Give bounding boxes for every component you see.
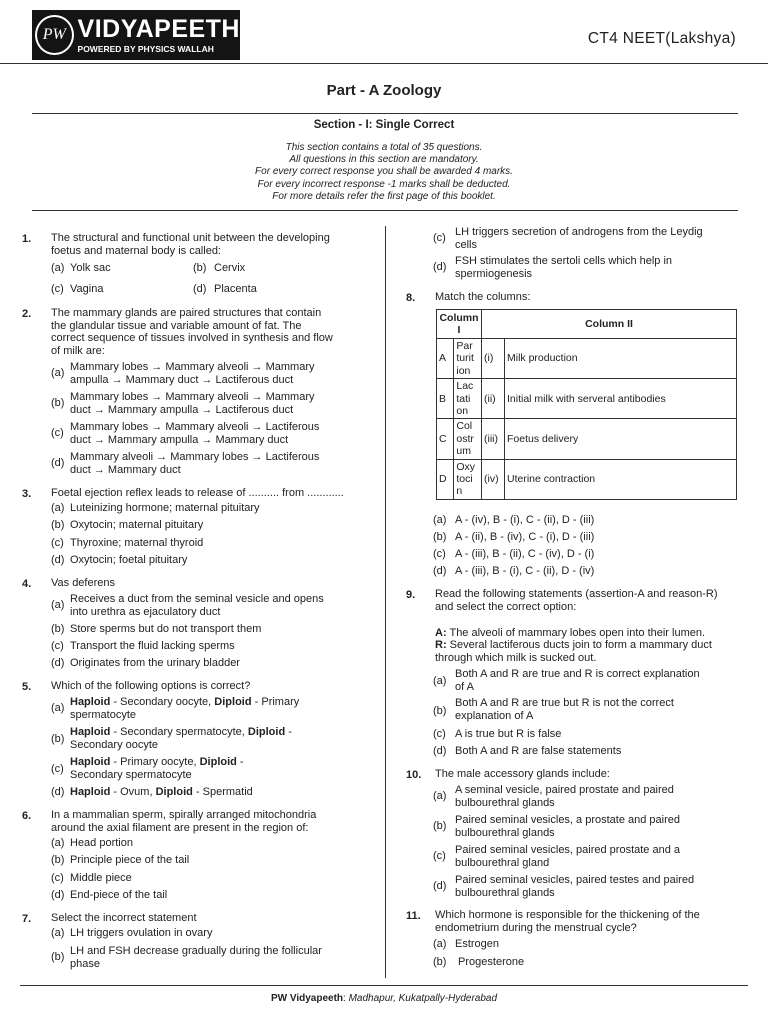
option-text[interactable]: End-piece of the tail xyxy=(70,889,168,901)
option-text[interactable]: Oxytocin; maternal pituitary xyxy=(70,519,204,531)
question-text: Vas deferens xyxy=(51,577,116,589)
option-line: duct → Mammary ampulla → Lactiferous duct xyxy=(70,403,294,416)
question-number: 10. xyxy=(406,769,422,781)
option-label[interactable]: (d) xyxy=(433,565,447,577)
option-text[interactable]: Vagina xyxy=(70,283,104,295)
part-title: Part - A Zoology xyxy=(326,82,442,99)
bold-term: Diploid xyxy=(155,786,193,798)
option-span: - xyxy=(236,756,244,768)
table-header-row xyxy=(437,310,737,339)
instruction-line: For every incorrect response -1 marks shall be deducted. xyxy=(257,178,511,190)
bold-term: Haploid xyxy=(70,726,111,738)
option-text[interactable] xyxy=(455,814,680,839)
option-label[interactable]: (a) xyxy=(51,502,65,514)
option-text[interactable]: A - (iii), B - (i), C - (ii), D - (iv) xyxy=(455,565,595,577)
option-label[interactable]: (b) xyxy=(51,854,65,866)
option-text[interactable]: Placenta xyxy=(214,283,257,295)
option-text[interactable] xyxy=(70,786,253,799)
option-label[interactable]: (d) xyxy=(51,786,65,798)
question-text: Foetal ejection reflex leads to release of .......... from ............ xyxy=(51,487,344,499)
column-i-header xyxy=(437,310,482,339)
option-line: LH and FSH decrease gradually during the follicular xyxy=(70,945,322,957)
cell-line: Oxy xyxy=(456,460,476,473)
option-text[interactable]: Yolk sac xyxy=(70,262,111,274)
option-line: A seminal vesicle, paired prostate and paired xyxy=(455,784,674,796)
header-rule xyxy=(0,63,768,64)
bold-term: Haploid xyxy=(70,756,111,768)
roman-numeral: (iv) xyxy=(482,459,505,499)
instruction-line: This section contains a total of 35 questions. xyxy=(285,142,483,153)
option-text[interactable] xyxy=(70,756,244,781)
option-span: - Ovum, xyxy=(110,786,156,798)
option-span: - Primary xyxy=(251,696,300,708)
cell-line: toci xyxy=(456,473,473,486)
option-label[interactable]: (c) xyxy=(51,537,64,549)
cell-line: tati xyxy=(456,392,471,405)
column-i-cell xyxy=(454,379,482,419)
option-label[interactable]: (c) xyxy=(433,728,446,740)
cell-line: ostr xyxy=(456,432,474,445)
column-ii-header: Column II xyxy=(482,310,737,339)
question-number: 1. xyxy=(22,233,32,245)
option-span: - Secondary oocyte, xyxy=(110,696,215,708)
pw-logo-icon: PW xyxy=(35,15,74,55)
option-label[interactable]: (b) xyxy=(433,705,447,717)
question-line: In a mammalian sperm, spirally arranged mitochondria xyxy=(51,809,317,821)
column-ii-cell: Milk production xyxy=(505,339,737,379)
option-line: Paired seminal vesicles, paired prostate and a xyxy=(455,844,681,856)
option-line: spermatocyte xyxy=(70,708,137,721)
option-line: Secondary oocyte xyxy=(70,738,159,751)
table-row xyxy=(437,419,737,459)
instruction-line: For more details refer the first page of this booklet. xyxy=(272,190,496,202)
option-text[interactable] xyxy=(455,697,674,722)
option-line: Secondary spermatocyte xyxy=(70,768,192,781)
option-label[interactable]: (d) xyxy=(433,745,447,757)
option-text[interactable] xyxy=(455,874,694,899)
option-text[interactable] xyxy=(455,784,674,809)
assertion-label: A: xyxy=(435,627,447,639)
question-text xyxy=(51,307,361,357)
question-number: 11. xyxy=(406,910,421,922)
column-ii-cell: Uterine contraction xyxy=(505,459,737,499)
option-label[interactable]: (a) xyxy=(433,790,447,802)
option-text[interactable] xyxy=(70,361,314,386)
option-line: bulbourethral glands xyxy=(455,826,555,839)
option-label[interactable]: (c) xyxy=(433,548,446,560)
column-ii-cell: Initial milk with serveral antibodies xyxy=(505,379,737,419)
option-line: Receives a duct from the seminal vesicle and opens xyxy=(70,593,324,605)
assertion xyxy=(435,627,705,640)
option-text[interactable]: Both A and R are false statements xyxy=(455,745,622,757)
row-letter: D xyxy=(437,459,454,499)
question-number: 2. xyxy=(22,308,32,320)
roman-numeral: (ii) xyxy=(482,379,505,419)
row-letter: B xyxy=(437,379,454,419)
option-text[interactable]: A - (ii), B - (iv), C - (i), D - (iii) xyxy=(455,531,595,543)
option-label[interactable]: (c) xyxy=(51,872,64,884)
option-label[interactable]: (c) xyxy=(51,427,64,439)
bold-term: Haploid xyxy=(70,696,111,708)
option-label[interactable]: (a) xyxy=(433,675,447,687)
question-text xyxy=(435,588,717,613)
option-text[interactable]: Oxytocin; foetal pituitary xyxy=(70,554,188,566)
column-ii-cell: Foetus delivery xyxy=(505,419,737,459)
question-line: The mammary glands are paired structures that contain xyxy=(51,307,322,319)
logo-tagline: POWERED BY PHYSICS WALLAH xyxy=(77,43,214,54)
question-number: 4. xyxy=(22,578,32,590)
option-text[interactable] xyxy=(70,451,319,476)
question-number: 8. xyxy=(406,292,416,304)
cell-line: Col xyxy=(456,420,473,433)
option-text[interactable]: LH triggers ovulation in ovary xyxy=(70,927,213,939)
question-line: endometrium during the menstrual cycle? xyxy=(435,921,637,934)
option-label[interactable]: (c) xyxy=(433,232,446,244)
row-letter: C xyxy=(437,419,454,459)
question-line: The structural and functional unit between the developing xyxy=(51,232,330,244)
table-row xyxy=(437,379,737,419)
instruction-line: All questions in this section are mandatory. xyxy=(289,154,479,166)
option-line: bulbourethral glands xyxy=(455,886,555,899)
option-line: ampulla → Mammary duct → Lactiferous duct xyxy=(70,373,294,386)
option-label[interactable]: (b) xyxy=(51,733,65,745)
reason-label: R: xyxy=(435,639,447,651)
option-text[interactable]: Middle piece xyxy=(70,872,132,884)
question-line: and select the correct option: xyxy=(435,600,577,613)
option-line: FSH stimulates the sertoli cells which help in xyxy=(455,255,673,267)
option-text[interactable]: A - (iv), B - (i), C - (ii), D - (iii) xyxy=(455,514,595,526)
column-i-cell xyxy=(454,419,482,459)
question-number: 9. xyxy=(406,589,416,601)
question-text xyxy=(51,232,330,257)
roman-numeral: (i) xyxy=(482,339,505,379)
question-line: Which hormone is responsible for the thickening of the xyxy=(435,909,700,921)
option-line: duct → Mammary duct xyxy=(70,463,181,476)
option-line: explanation of A xyxy=(455,709,534,722)
option-line: Both A and R are true and R is correct explanation xyxy=(455,668,700,680)
question-text: Select the incorrect statement xyxy=(51,912,197,924)
cell-line: um xyxy=(456,445,471,458)
option-line: bulbourethral gland xyxy=(455,856,550,869)
option-label[interactable]: (a) xyxy=(51,367,65,379)
option-text[interactable] xyxy=(70,696,299,721)
question-line: foetus and maternal body is called: xyxy=(51,244,221,257)
table-row xyxy=(437,459,737,499)
option-label[interactable]: (a) xyxy=(51,262,65,274)
option-text[interactable]: Cervix xyxy=(214,262,246,274)
option-text[interactable]: A - (iii), B - (ii), C - (iv), D - (i) xyxy=(455,548,595,560)
option-label[interactable]: (c) xyxy=(51,763,64,775)
option-line: Mammary lobes → Mammary alveoli → Mammary xyxy=(70,361,315,373)
option-label[interactable]: (a) xyxy=(51,927,65,939)
option-label[interactable]: (a) xyxy=(51,702,65,714)
option-label[interactable]: (b) xyxy=(51,397,65,409)
option-label[interactable]: (b) xyxy=(433,820,447,832)
section-rule xyxy=(32,210,738,211)
column-i-cell xyxy=(454,459,482,499)
question-number: 5. xyxy=(22,681,32,693)
option-text[interactable]: Luteinizing hormone; maternal pituitary xyxy=(70,502,260,514)
option-line: into urethra as ejaculatory duct xyxy=(70,605,221,618)
cell-line: n xyxy=(456,485,463,498)
question-text: Which of the following options is correct? xyxy=(51,680,251,692)
option-span: - Secondary spermatocyte, xyxy=(110,726,248,738)
option-text[interactable] xyxy=(70,391,314,416)
option-label[interactable]: (c) xyxy=(51,283,64,295)
bold-term: Diploid xyxy=(247,726,286,738)
option-label[interactable]: (d) xyxy=(193,283,207,295)
option-label[interactable]: (b) xyxy=(433,531,447,543)
reason xyxy=(435,639,712,664)
cell-line: ion xyxy=(456,364,471,377)
option-text[interactable] xyxy=(455,844,680,869)
option-line: cells xyxy=(455,238,478,251)
option-line: duct → Mammary ampulla → Mammary duct xyxy=(70,433,289,446)
assertion-text: The alveoli of mammary lobes open into their lumen. xyxy=(449,627,706,639)
cell-line: on xyxy=(456,405,469,418)
bold-term: Diploid xyxy=(214,696,252,708)
option-text[interactable]: Store sperms but do not transport them xyxy=(70,623,262,635)
option-label[interactable]: (a) xyxy=(433,938,447,950)
option-label[interactable]: (d) xyxy=(51,457,65,469)
option-label[interactable]: (b) xyxy=(51,519,65,531)
column-divider xyxy=(385,226,386,978)
option-text[interactable]: Progesterone xyxy=(455,956,525,968)
option-line: LH triggers secretion of androgens from the Leydig xyxy=(455,226,703,238)
option-text[interactable]: Thyroxine; maternal thyroid xyxy=(70,537,204,549)
option-label[interactable]: (c) xyxy=(433,850,446,862)
question-text: Match the columns: xyxy=(435,291,531,303)
logo-name: VIDYAPEETH xyxy=(77,14,240,43)
option-line: phase xyxy=(70,957,100,970)
option-line: Paired seminal vesicles, paired testes and paired xyxy=(455,874,695,886)
option-label[interactable]: (c) xyxy=(51,640,64,652)
instructions xyxy=(0,142,768,203)
option-label[interactable]: (b) xyxy=(433,956,447,968)
footer xyxy=(0,993,768,1004)
header-line: Column xyxy=(439,311,479,324)
footer-address: Madhapur, Kukatpally-Hyderabad xyxy=(348,993,498,1004)
header-line: I xyxy=(457,324,461,336)
question-line: around the axial filament are present in the region of: xyxy=(51,821,309,834)
question-number: 7. xyxy=(22,913,32,925)
row-letter: A xyxy=(437,339,454,379)
option-label[interactable]: (b) xyxy=(51,623,65,635)
option-span: - xyxy=(285,726,292,738)
option-label[interactable]: (d) xyxy=(51,889,65,901)
option-text[interactable] xyxy=(455,226,703,251)
option-span: - Spermatid xyxy=(192,786,253,798)
option-text[interactable] xyxy=(455,668,700,693)
option-label[interactable]: (a) xyxy=(51,837,65,849)
option-text[interactable]: Originates from the urinary bladder xyxy=(70,657,240,669)
footer-rule xyxy=(20,985,748,986)
option-text[interactable]: Estrogen xyxy=(455,938,500,950)
option-label[interactable]: (a) xyxy=(433,514,447,526)
option-text[interactable] xyxy=(70,726,292,751)
option-text[interactable]: Principle piece of the tail xyxy=(70,854,190,866)
option-label[interactable]: (b) xyxy=(51,951,65,963)
instruction-line: For every correct response you shall be awarded 4 marks. xyxy=(255,166,513,178)
cell-line: turit xyxy=(456,352,474,365)
option-line: Mammary alveoli → Mammary lobes → Lactiferous xyxy=(70,451,320,463)
reason-text: through which milk is sucked out. xyxy=(435,651,597,664)
option-label[interactable]: (a) xyxy=(51,599,65,611)
roman-numeral: (iii) xyxy=(482,419,505,459)
option-label[interactable]: (d) xyxy=(433,261,447,273)
column-i-cell xyxy=(454,339,482,379)
section-title: Section - I: Single Correct xyxy=(313,119,455,131)
part-rule xyxy=(32,113,738,114)
option-text[interactable]: A is true but R is false xyxy=(455,728,562,740)
option-line: bulbourethral glands xyxy=(455,796,555,809)
option-label[interactable]: (d) xyxy=(433,880,447,892)
vidyapeeth-logo xyxy=(32,10,240,60)
option-text[interactable] xyxy=(455,255,672,280)
question-text xyxy=(51,809,316,834)
cell-line: Lac xyxy=(456,380,474,393)
option-line: Both A and R are true but R is not the correct xyxy=(455,697,674,709)
question-number: 3. xyxy=(22,488,32,500)
table-row xyxy=(437,339,737,379)
option-text[interactable]: Transport the fluid lacking sperms xyxy=(70,640,235,652)
logo-text xyxy=(77,14,240,54)
question-text xyxy=(435,909,700,934)
option-span: - Primary oocyte, xyxy=(110,756,200,768)
option-line: Mammary lobes → Mammary alveoli → Lactiferous xyxy=(70,421,320,433)
option-line: of A xyxy=(455,680,474,693)
option-label[interactable]: (d) xyxy=(51,554,65,566)
match-table xyxy=(436,309,737,500)
bold-term: Diploid xyxy=(199,756,237,768)
question-line: Read the following statements (assertion-A and reason-R) xyxy=(435,588,718,600)
option-label[interactable]: (d) xyxy=(51,657,65,669)
option-label[interactable]: (b) xyxy=(193,262,207,274)
bold-term: Haploid xyxy=(70,786,111,798)
footer-brand: PW Vidyapeeth xyxy=(270,993,344,1004)
reason-text: Several lactiferous ducts join to form a mammary duct xyxy=(449,639,712,651)
option-line: Mammary lobes → Mammary alveoli → Mammary xyxy=(70,391,315,403)
option-text[interactable] xyxy=(70,593,324,618)
cell-line: Par xyxy=(456,340,473,352)
test-name: CT4 NEET(Lakshya) xyxy=(587,30,736,47)
question-text: The male accessory glands include: xyxy=(435,768,610,780)
question-line: the glandular tissue and variable amount of fat. The xyxy=(51,319,302,332)
footer-colon: : xyxy=(343,993,346,1004)
option-line: spermiogenesis xyxy=(455,267,533,280)
question-number: 6. xyxy=(22,810,32,822)
option-text[interactable] xyxy=(70,945,322,970)
option-line: Paired seminal vesicles, a prostate and paired xyxy=(455,814,681,826)
option-text[interactable]: Head portion xyxy=(70,837,133,849)
option-text[interactable] xyxy=(70,421,319,446)
question-line: of milk are: xyxy=(51,344,105,357)
question-line: correct sequence of tissues involved in synthesis and flow xyxy=(51,332,333,345)
